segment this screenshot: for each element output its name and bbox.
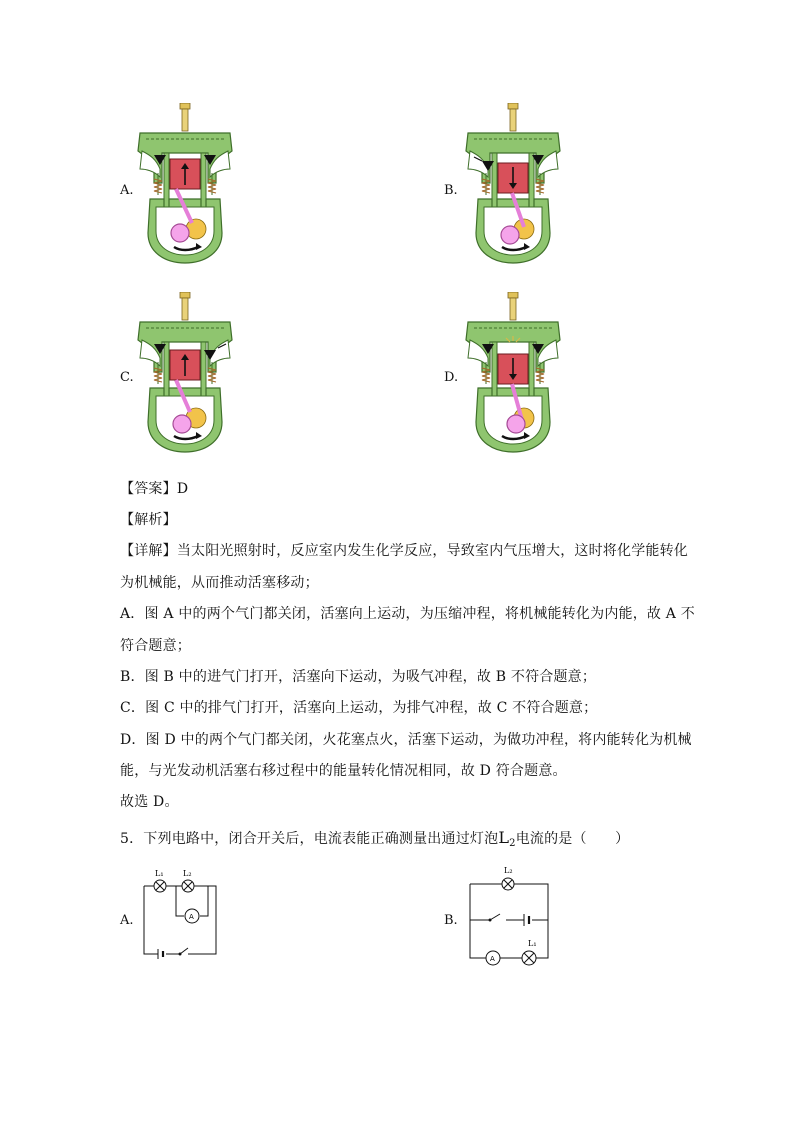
circuit-b-lamp2-label: L₂	[504, 866, 513, 875]
explanation-c: C．图 C 中的排气门打开，活塞向上运动，为排气冲程，故 C 不符合题意；	[120, 700, 598, 716]
circuit-b-lamp1-label: L₁	[528, 939, 537, 948]
circuit-a-lamp2-label: L₂	[183, 869, 192, 878]
q5-option-a-label: A.	[120, 913, 134, 928]
answer-value: D	[176, 481, 189, 497]
detail-text-1: 当太阳光照射时，反应室内发生化学反应，导致室内气压增大，这时将化学能转化	[176, 543, 689, 559]
engine-diagram-d	[464, 292, 562, 456]
option-b-label: B.	[444, 183, 458, 198]
circuit-a-ammeter-label: A	[189, 913, 194, 921]
question-5-stem	[120, 828, 629, 849]
circuit-diagram-b	[462, 864, 554, 970]
circuit-a-lamp1-label: L₁	[155, 869, 164, 878]
option-c-label: C.	[120, 370, 134, 385]
engine-diagram-c	[136, 292, 234, 456]
detail-line-1	[120, 540, 688, 560]
option-a-label: A.	[120, 183, 134, 198]
conclusion: 故选 D。	[120, 794, 179, 810]
explanation-a-1: A．图 A 中的两个气门都关闭，活塞向上运动，为压缩冲程，将机械能转化为内能，故 A 不	[120, 606, 695, 622]
explanation-d-2: 能，与光发动机活塞右移过程中的能量转化情况相同，故 D 符合题意。	[120, 763, 567, 779]
option-d-label: D.	[444, 370, 459, 385]
circuit-diagram-a	[136, 868, 226, 964]
stem-sub: 2	[509, 838, 516, 849]
circuit-b-ammeter-label: A	[490, 955, 495, 963]
answer-line	[120, 478, 188, 498]
stem-before: 5．下列电路中，闭合开关后，电流表能正确测量出通过灯泡	[120, 831, 499, 847]
explanation-d-1: D．图 D 中的两个气门都关闭，火花塞点火，活塞下运动，为做功冲程，将内能转化为机械	[120, 732, 692, 748]
answer-tag: 【答案】	[120, 481, 177, 497]
detail-tag: 【详解】	[120, 543, 177, 559]
engine-diagram-b	[464, 103, 562, 267]
q5-option-b-label: B.	[444, 913, 458, 928]
explanation-b: B．图 B 中的进气门打开，活塞向下运动，为吸气冲程，故 B 不符合题意；	[120, 669, 597, 685]
stem-after: 电流的是（ ）	[515, 831, 630, 847]
analysis-heading: 【解析】	[120, 512, 177, 528]
engine-diagram-a	[136, 103, 234, 267]
stem-lamp: L	[498, 828, 510, 847]
explanation-a-2: 符合题意；	[120, 638, 191, 654]
detail-line-2: 为机械能，从而推动活塞移动；	[120, 575, 319, 591]
